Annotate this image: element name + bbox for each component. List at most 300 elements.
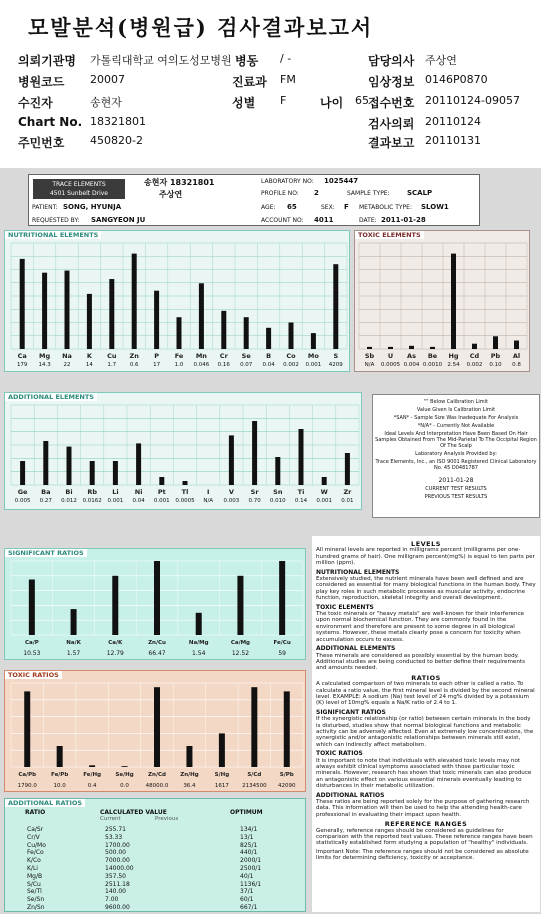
cell-value: 500.00 [105,849,126,857]
nutritional-title: NUTRITIONAL ELEMENTS [5,231,101,239]
bar [89,765,95,767]
bar-value: 10.53 [23,650,41,657]
patient-label: 수진자 [18,96,53,110]
bar [183,481,188,485]
levels-text: All mineral levels are reported in milligrams percent (milligrams per one-hundred grams of hair). One milligram percent(mg%) is equal to ten parts per million (ppm). [316,547,535,567]
age-field-value: 65 [287,203,297,211]
bar-label: Se/Hg [115,772,134,778]
bar-label: Zn/Hg [180,772,199,778]
bar-value: 42090 [278,783,296,789]
bar [186,746,192,767]
cell-optimum: 37/1 [240,888,254,896]
bar [71,609,77,635]
bar-label: P [154,352,159,360]
cell-ratio: Fe/Co [27,849,44,857]
bar [367,347,372,349]
add-text: These minerals are considered as possibly essential by the human body. Additional studies are being conducted to better define their requirements and amounts needed. [316,652,525,672]
cell-optimum: 825/1 [240,841,258,849]
bar-value: 0.003 [223,498,240,504]
bar [87,294,92,349]
bar-label: V [228,488,234,496]
profile-label: PROFILE NO: [261,190,299,197]
bar [322,477,327,485]
lab-number-label: LABORATORY NO: [261,178,314,185]
profile-value: 2 [314,189,319,197]
bar-value: 14 [85,362,93,368]
cell-ratio: Se/Tl [27,888,42,896]
toxic-heading: TOXIC ELEMENTS [316,603,374,611]
page-title: 모발분석(병원급) 검사결과보고서 [28,15,374,40]
cell-optimum: 13/1 [240,833,254,841]
header-row-1 [0,52,541,69]
bar-label: Cd [469,352,480,360]
bar-value: 1790.0 [17,783,37,789]
receipt-label: 접수번호 [368,96,415,110]
reference-text [312,536,540,912]
bar [311,333,316,349]
bar [266,328,271,349]
resident-no-value: 450820-2 [90,134,143,147]
nutr-heading: NUTRITIONAL ELEMENTS [316,568,400,576]
sig-text: If the synergistic relationship (or ratio) between certain minerals in the body is disturbed, studies show that normal biological functions and metabolic activity can be adversely affected. Even at extremely low concentrations, the synergistic and/or antagonistic relationships between minerals still exist, which can indirectly affect metabolism. [316,716,534,748]
col-current: Current [100,816,121,822]
bar [345,453,350,485]
bar-value: 0.002 [283,362,299,368]
bar [42,273,47,349]
bar-value: 0.001 [305,362,322,368]
ref-text: Generally, reference ranges should be considered as guidelines for comparison with the reported test values. These reference ranges have been statistically established form studying a population of "healthy" individuals. [316,827,533,847]
header-row-3 [0,94,541,111]
hospital-code-label: 병원코드 [18,75,65,89]
bar-value: 66.47 [148,650,166,657]
bar-label: W [320,488,328,496]
bar [177,317,182,349]
bar-value: 0.046 [193,362,210,368]
bar [388,347,393,349]
cell-value: 1700.00 [105,841,130,849]
bar-value: 22 [63,362,71,368]
sex-label: 성별 [232,96,256,110]
bar-label: Na/K [66,640,81,646]
significant-ratios-panel [4,548,306,660]
bar-value: 0.0005 [380,362,401,368]
bar [252,421,257,485]
ward-value: / - [280,52,292,65]
cell-optimum: 440/1 [240,849,258,857]
bar [333,264,338,349]
lab-logo: TRACE ELEMENTS 4501 Sunbelt Drive [33,179,125,199]
age-field-label: AGE: [261,204,276,211]
report-header [0,0,541,160]
requested-by-value: SANGYEON JU [91,216,146,224]
legend-line-5: Ideal Levels And Interpretation Have Been Based On Hair Samples Obtained From The Mid-Parietal To The Occipital Region Of The Scalp [375,431,537,449]
bar-value: 0.0 [120,783,129,789]
patient-info-box [28,174,480,226]
bar [24,691,30,767]
metabolic-label: METABOLIC TYPE: [359,204,412,211]
patient-field-label: PATIENT: [32,204,58,211]
bar-value: 14.3 [38,362,51,368]
bar-value: 0.01 [341,498,354,504]
bar-label: Pb [490,352,501,360]
date-value: 2011-01-28 [381,216,426,224]
bar [199,283,204,349]
toxic-ratios-title: TOXIC RATIOS [5,671,62,679]
legend-line-2: Value Given Is Calibration Limit [416,407,496,413]
bar-label: Rb [87,488,98,496]
bar-value: 0.04 [262,362,275,368]
bar [196,613,202,635]
significant-chart [5,549,307,661]
significant-title: SIGNIFICANT RATIOS [5,549,87,557]
bar-value: 0.001 [316,498,333,504]
bar [221,311,226,349]
additional-title: ADDITIONAL ELEMENTS [5,393,97,401]
metabolic-value: SLOW1 [421,203,449,211]
result-date-label: 결과보고 [368,136,415,150]
bar [122,766,128,767]
bar-label: Zn [129,352,139,360]
bar-label: Be [427,352,438,360]
chart-no-label: Chart No. [18,115,83,129]
additional-ratios-title: ADDITIONAL RATIOS [5,799,85,807]
bar-label: Ba [41,488,51,496]
bar-label: Mg [39,352,51,360]
bar [219,733,225,767]
cell-optimum: 2000/1 [240,857,262,865]
legend-line-4: *N/A* - Currently Not Available [417,423,495,429]
sex-value: F [280,94,287,107]
ratios-text: A calculated comparison of two minerals to each other is called a ratio. To calculate a ratio value, the first mineral level is divided by the second mineral level. EXAMPLE: A sodium (Na) test level of 24 mg% divided by a potassium (K) level of 10mg% equals a Na/K ratio of 2.4 to 1. [316,681,535,707]
legend-box [372,394,540,518]
legend-line-3: *SAN* - Sample Size Was Inadequate For Analysis [393,415,519,421]
bar-value: 0.0162 [82,498,102,504]
cell-value: 2511.18 [105,880,130,888]
request-date-label: 검사의뢰 [368,117,415,131]
bar-value: 0.04 [132,498,145,504]
toxic-elements-panel [354,230,530,372]
bar [237,576,243,635]
bar-label: Cr [219,352,228,360]
bar-label: Zn/Cd [148,772,166,778]
result-date-value: 20110131 [425,134,481,147]
bar-label: S/Hg [214,772,230,778]
bar-value: 2.54 [447,362,460,368]
cell-value: 7000.00 [105,857,130,865]
header-row-5 [0,134,541,151]
bar-value: 1617 [214,783,229,789]
cell-optimum: 134/1 [240,826,258,833]
clinical-label: 임상정보 [368,75,415,89]
bar-value: 36.4 [183,783,196,789]
sig-heading: SIGNIFICANT RATIOS [316,708,386,716]
bar-value: 0.70 [248,498,261,504]
dept-label: 진료과 [232,75,267,89]
bar-label: Ca/K [108,640,123,646]
bar-label: Tl [181,488,189,496]
sex-field-value: F [344,203,349,211]
bar [493,336,498,349]
bar-value: 0.8 [512,362,521,368]
legend-current: CURRENT TEST RESULTS [425,486,487,492]
bar [409,346,414,349]
bar-label: K [86,352,92,360]
table-row [5,904,305,913]
bar-value: 0.4 [87,783,97,789]
cell-value: 255.71 [105,826,126,833]
bar [65,271,70,349]
legend-line-6: Laboratory Analysis Provided by: [415,451,497,457]
bar-label: Ni [134,488,143,496]
toxic-chart [355,231,531,373]
bar-label: Fe/Cu [273,640,291,646]
age-label: 나이 [320,96,344,110]
bar-label: Ge [17,488,28,496]
account-label: ACCOUNT NO: [261,217,304,224]
bar-label: Ca/Pb [18,772,37,778]
bar-label: Sb [364,352,375,360]
bar-value: 1.54 [192,650,206,657]
bar [251,687,257,767]
receipt-value: 20110124-09057 [425,94,520,107]
bar-label: Se [241,352,251,360]
bar-label: Cu [107,352,117,360]
age-value: 65 [355,94,369,107]
hospital-code-value: 20007 [90,73,125,86]
legend-line-7: Trace Elements, Inc., an ISO 9001 Registered Clinical Laboratory No. 45 D0481787 [375,459,537,471]
bar-value: 0.012 [61,498,77,504]
bar-value: 0.004 [403,362,420,368]
bar [284,691,290,767]
additional-ratios-table [4,798,306,912]
bar-label: I [206,488,210,496]
bar [43,441,48,485]
toxic-title: TOXIC ELEMENTS [355,231,424,239]
nutritional-chart [5,231,351,373]
cell-ratio: S/Cu [27,880,41,888]
col-previous: Previous [155,816,179,822]
ratios-heading: RATIOS [411,673,441,682]
cell-ratio: Cr/V [27,833,40,841]
bar-label: As [407,352,416,360]
bar [451,254,456,349]
resident-no-label: 주민번호 [18,136,65,150]
cell-optimum: 40/1 [240,872,254,880]
table-subheader [5,816,305,825]
bar-value: 1.57 [66,650,81,657]
bar-value: 59 [278,650,286,657]
bar [159,477,164,485]
bar-label: Fe [174,352,184,360]
sample-value: SCALP [407,189,433,197]
cell-optimum: 60/1 [240,896,254,904]
bar-label: Fe/Hg [83,772,102,778]
cell-ratio: Zn/Sn [27,904,45,911]
bar-value: 1.7 [107,362,117,368]
ar-heading: ADDITIONAL RATIOS [316,791,385,799]
bar-value: 2134500 [242,783,267,789]
bar-value: 4209 [328,362,343,368]
bar-label: Al [512,352,521,360]
bar-label: Mn [195,352,207,360]
bar-label: Li [112,488,119,496]
add-heading: ADDITIONAL ELEMENTS [316,645,396,653]
nutr-text: Extensively studied, the nutrient minerals have been well defined and are considered as essential for many biological functions in the human body. They play key roles in such metabolic processes as muscular activity, endocrine function, reproduction, skeletal integrity and overall development. [316,576,536,602]
bar-label: Hg [448,352,459,360]
bar-label: S [333,352,339,360]
bar [430,347,435,349]
levels-heading: LEVELS [411,540,441,548]
sex-field-label: SEX: [321,204,335,211]
bar [244,317,249,349]
ref-heading: REFERENCE RANGES [384,820,468,829]
bar-label: Fe/Pb [51,772,69,778]
bar-value: 48000.0 [145,783,169,789]
clinical-value: 0146P0870 [425,73,488,86]
bar-label: U [387,352,394,360]
bar [299,429,304,485]
cell-ratio: Mg/B [27,872,43,880]
institution-value: 가톨릭대학교 여의도성모병원 [90,54,232,67]
cell-ratio: Se/Sn [27,896,45,904]
cell-optimum: 1136/1 [240,880,262,888]
cell-value: 9600.00 [105,904,130,911]
nutritional-elements-panel [4,230,350,372]
bar [514,341,519,349]
bar-label: Ti [297,488,305,496]
cell-ratio: Ca/Sr [27,826,44,833]
bar [132,254,137,349]
bar-label: Sr [250,488,259,496]
doctor-label: 담당의사 [368,54,415,68]
bar [472,344,477,349]
bar [112,576,118,635]
bar-label: Sn [273,488,283,496]
bar-value: 0.6 [129,362,139,368]
bar-value: 10.0 [53,783,66,789]
bar-label: B [266,352,272,360]
cell-ratio: K/Li [27,865,38,872]
tr-text: It is important to note that individuals with elevated toxic levels may not always exhibit clinical symptoms associated with those particular toxic minerals. However, research has shown that toxic minerals can also produce an antagonistic effect on various essential minerals eventually leading to disturbances in their metabolic utilization. [316,757,532,790]
bar-value: 0.07 [240,362,253,368]
request-date-value: 20110124 [425,115,481,128]
bar-value: 0.010 [269,498,286,504]
toxic-ratios-panel [4,670,306,792]
cell-optimum: 667/1 [240,904,258,911]
bar-label: Ca [17,352,27,360]
bar-value: 0.0010 [422,362,443,368]
legend-previous: PREVIOUS TEST RESULTS [424,494,488,500]
cell-value: 14000.00 [105,865,134,872]
bar-label: Pt [157,488,166,496]
legend-date: 2011-01-28 [438,477,474,484]
bar-label: Zn/Cu [148,640,166,646]
bar [136,443,141,485]
bar-value: N/A [364,362,375,368]
patient-field-value: SONG, HYUNJA [63,203,122,211]
toxic-text: The toxic minerals or "heavy metals" are well-known for their interference upon normal biochemical function. They are commonly found in the environment and therefore are present to some degree in all biological systems. However, these metals clearly pose a concern for toxicity when accumulation occurs to excess. [316,611,525,643]
legend-line-1: "" Below Calibration Limit [423,399,488,405]
bar [289,323,294,350]
bar [275,457,280,485]
ref-note: Important Note: The reference ranges should not be considered as absolute limits for determining deficiency, toxicity or acceptance. [316,848,529,862]
sample-label: SAMPLE TYPE: [347,190,390,197]
cell-value: 53.33 [105,833,123,841]
bar-value: 0.10 [489,362,502,368]
bar [229,435,234,485]
col-value: CALCULATED VALUE [100,809,167,816]
bar-value: 0.001 [107,498,124,504]
bar-value: N/A [203,498,214,504]
bar-value: 17 [153,362,161,368]
date-label: DATE: [359,217,377,224]
patient-value: 송현자 [90,96,122,109]
cell-value: 140.00 [105,888,126,896]
header-row-4 [0,115,541,132]
cell-ratio: Cu/Mo [27,841,46,849]
additional-chart [5,393,363,511]
col-optimum: OPTIMUM [230,809,263,816]
lab-number: 1025447 [324,177,359,185]
bar-value: 1.0 [174,362,184,368]
bar-value: 179 [16,362,28,368]
bar-value: 0.0005 [175,498,195,504]
col-ratio: RATIO [25,809,46,816]
cell-value: 357.50 [105,872,126,880]
cell-value: 7.00 [105,896,119,904]
bar-value: 0.27 [39,498,52,504]
dept-value: FM [280,73,296,86]
handwritten-doctor: 주상연 [159,190,183,199]
bar [154,291,159,349]
bar [154,687,160,767]
tr-heading: TOXIC RATIOS [316,750,363,758]
bar-label: Bi [65,488,73,496]
handwritten-patient-id: 송현자 18321801 [144,178,215,187]
bar-label: Ca/P [24,640,39,646]
bar-value: 0.14 [294,498,308,504]
bar-value: 0.16 [217,362,230,368]
chart-no-value: 18321801 [90,115,146,128]
bar [20,461,25,485]
bar-label: Ca/Mg [230,640,251,646]
bar [279,561,285,635]
toxic-ratios-chart [5,671,307,793]
bar-value: 0.002 [466,362,483,368]
bar-label: Co [286,352,296,360]
bar-label: Zr [343,488,352,496]
ar-text: These ratios are being reported solely for the purpose of gathering research data. This information will then be used to help the attending health-care professional in evaluating their impact upon health. [316,799,530,818]
cell-ratio: K/Co [27,857,41,865]
bar-label: S/Cd [247,772,262,778]
bar-value: 0.005 [14,498,31,504]
bar-label: S/Pb [279,772,294,778]
cell-optimum: 2500/1 [240,865,262,872]
requested-by-label: REQUESTED BY: [32,217,80,224]
bar [57,746,63,767]
institution-label: 의뢰기관명 [18,54,76,68]
account-value: 4011 [314,216,334,224]
bar [20,259,25,349]
bar-label: Na [62,352,72,360]
bar-label: Na/Mg [188,640,209,646]
bar [109,279,114,349]
bar [90,461,95,485]
bar [29,580,35,636]
bar-value: 0.001 [153,498,170,504]
ward-label: 병동 [235,54,259,68]
bar [113,461,118,485]
